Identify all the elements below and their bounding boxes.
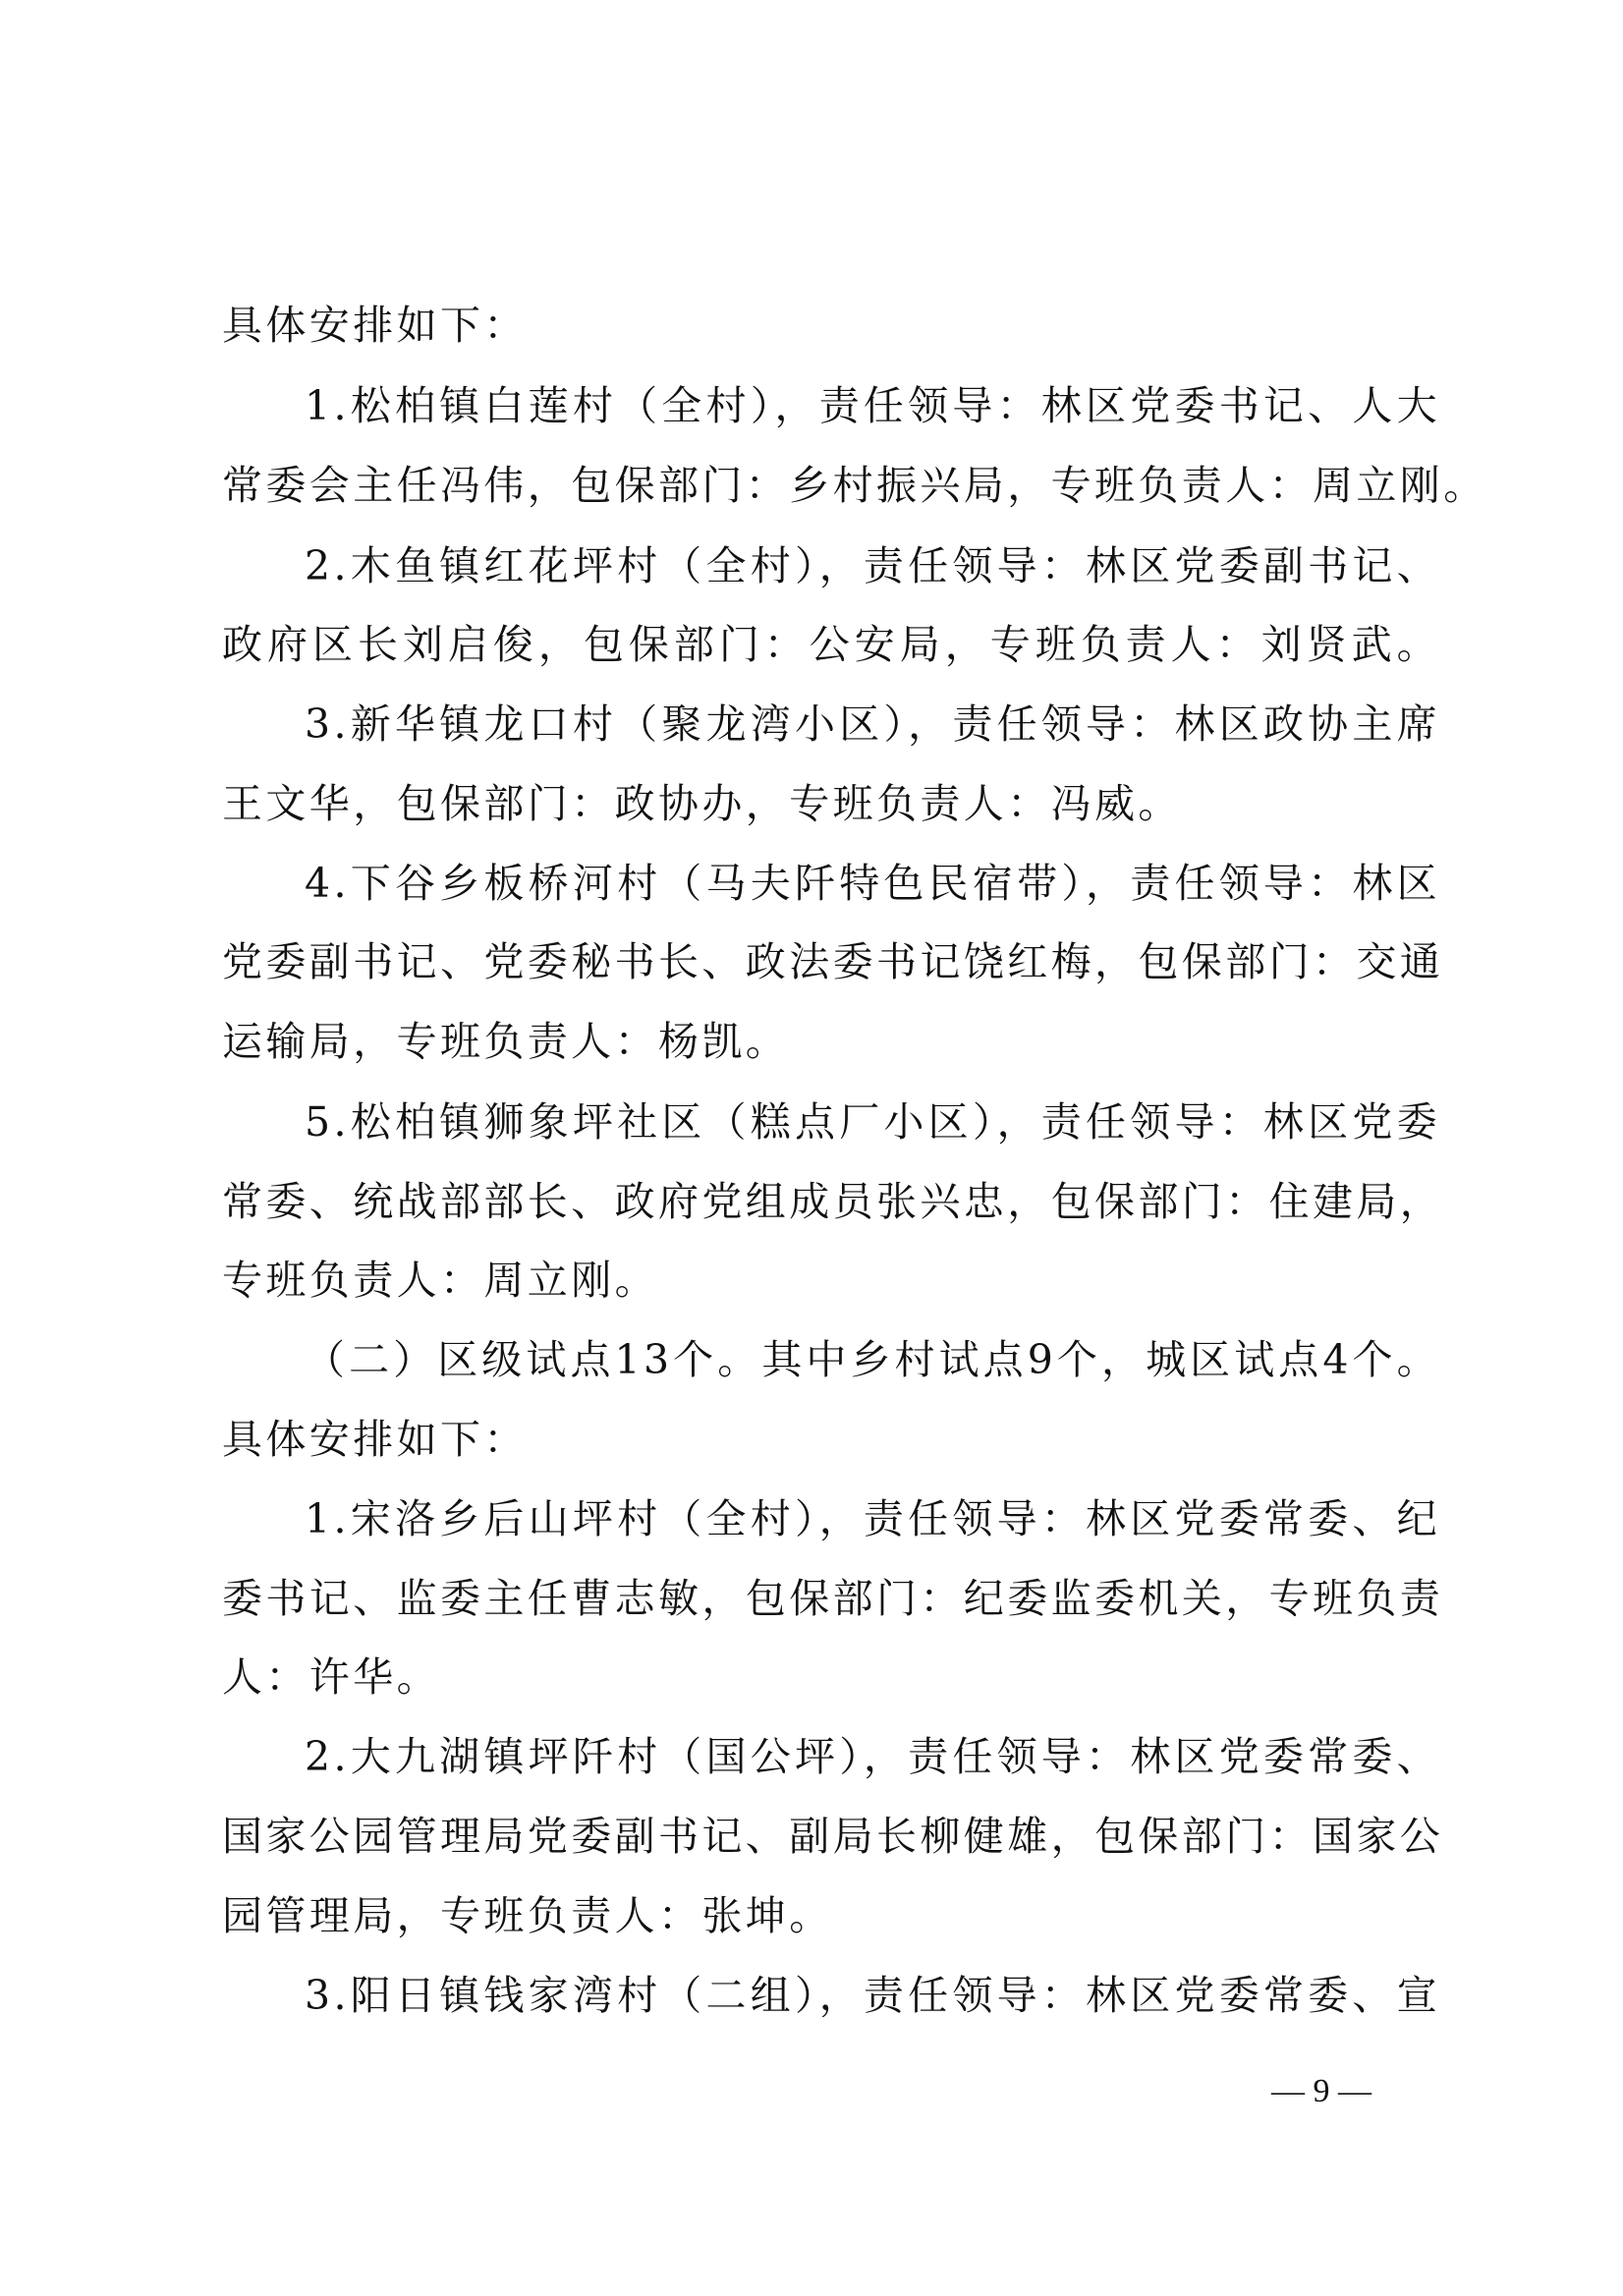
text-line-21: 园管理局，专班负责人：张坤。 <box>222 1892 833 1939</box>
text-line-8: 4.下谷乡板桥河村（马夫阡特色民宿带），责任领导：林区 <box>305 860 1440 907</box>
text-line-1: 具体安排如下： <box>222 302 528 349</box>
text-line-18: 人：许华。 <box>222 1653 440 1701</box>
text-line-19: 2.大九湖镇坪阡村（国公坪），责任领导：林区党委常委、 <box>305 1733 1440 1780</box>
text-line-3: 常委会主任冯伟，包保部门：乡村振兴局，专班负责人：周立刚。 <box>222 462 1487 509</box>
text-line-17: 委书记、监委主任曹志敏，包保部门：纪委监委机关，专班负责 <box>222 1575 1444 1622</box>
text-line-12: 常委、统战部部长、政府党组成员张兴忠，包保部门：住建局， <box>222 1178 1444 1225</box>
text-line-20: 国家公园管理局党委副书记、副局长柳健雄，包保部门：国家公 <box>222 1813 1444 1860</box>
text-line-16: 1.宋洛乡后山坪村（全村），责任领导：林区党委常委、纪 <box>305 1495 1440 1542</box>
text-line-9: 党委副书记、党委秘书长、政法委书记饶红梅，包保部门：交通 <box>222 938 1444 985</box>
text-line-13: 专班负责人：周立刚。 <box>222 1257 658 1304</box>
text-line-5: 政府区长刘启俊，包保部门：公安局，专班负责人：刘贤武。 <box>222 621 1440 668</box>
text-line-14: （二）区级试点13个。其中乡村试点9个，城区试点4个。 <box>305 1336 1440 1383</box>
text-line-11: 5.松柏镇狮象坪社区（糕点厂小区），责任领导：林区党委 <box>305 1098 1440 1146</box>
text-line-10: 运输局，专班负责人：杨凯。 <box>222 1018 790 1065</box>
text-line-4: 2.木鱼镇红花坪村（全村），责任领导：林区党委副书记、 <box>305 542 1440 589</box>
text-line-2: 1.松柏镇白莲村（全村），责任领导：林区党委书记、人大 <box>305 382 1440 429</box>
text-line-22: 3.阳日镇钱家湾村（二组），责任领导：林区党委常委、宣 <box>305 1972 1440 2019</box>
page-number: — 9 — <box>1271 2073 1371 2109</box>
text-line-6: 3.新华镇龙口村（聚龙湾小区），责任领导：林区政协主席 <box>305 700 1440 748</box>
text-line-7: 王文华，包保部门：政协办，专班负责人：冯威。 <box>222 780 1182 827</box>
text-line-15: 具体安排如下： <box>222 1416 528 1463</box>
